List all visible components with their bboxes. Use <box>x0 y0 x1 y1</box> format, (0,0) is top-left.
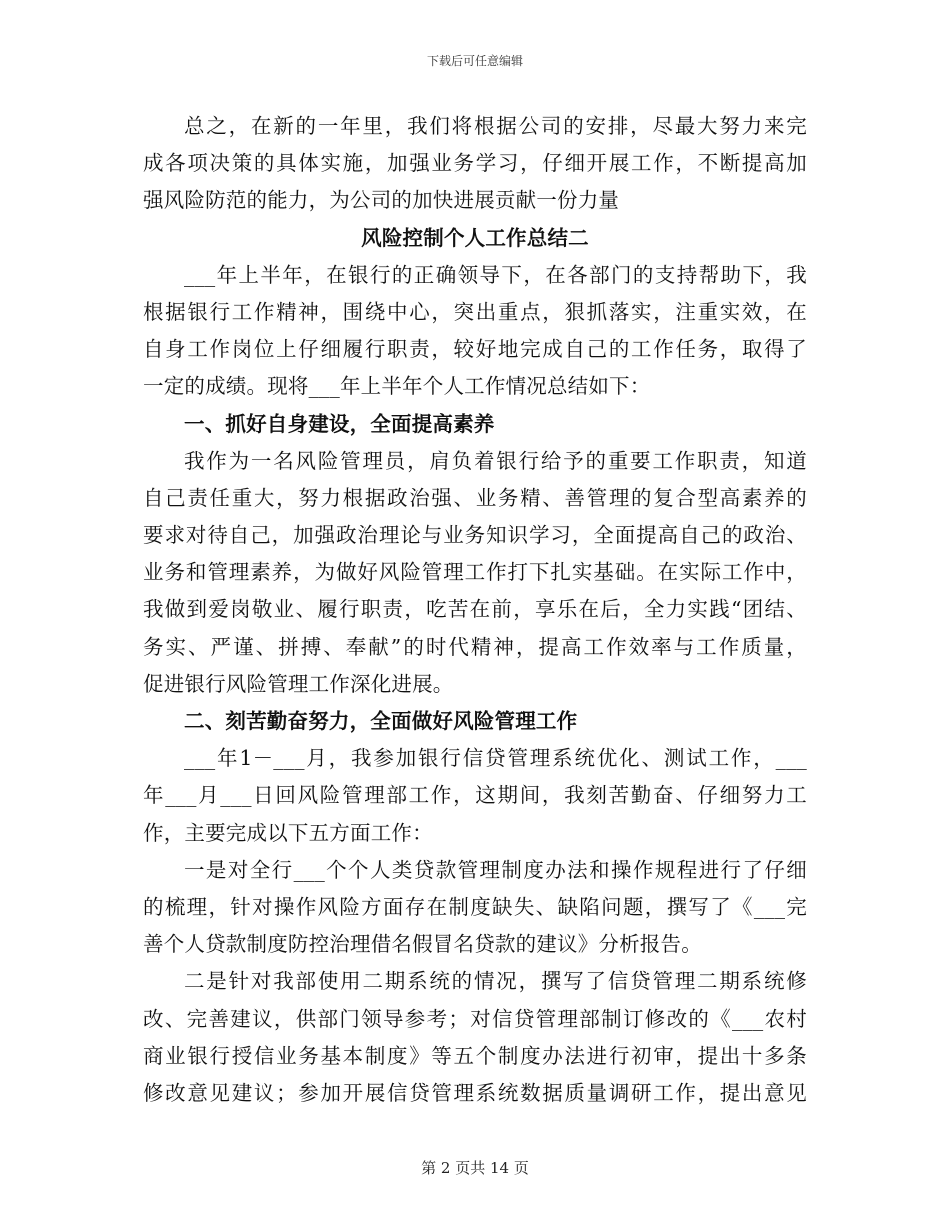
body-text-line: 作，主要完成以下五方面工作： <box>143 820 433 845</box>
body-text-line: 二是针对我部使用二期系统的情况，撰写了信贷管理二期系统修 <box>184 969 807 994</box>
body-text-line: ___年1－___月，我参加银行信贷管理系统优化、测试工作，___ <box>184 746 807 771</box>
body-text-line: 要求对待自己，加强政治理论与业务知识学习，全面提高自己的政治、 <box>143 523 807 548</box>
section-heading: 一、抓好自身建设，全面提高素养 <box>184 411 495 436</box>
body-text-line: 促进银行风险管理工作深化进展。 <box>143 671 454 696</box>
body-text-line: 根据银行工作精神，围绕中心，突出重点，狠抓落实，注重实效，在 <box>143 299 807 324</box>
body-text-line: 总之，在新的一年里，我们将根据公司的安排，尽最大努力来完 <box>184 114 807 138</box>
section-heading: 二、刻苦勤奋努力，全面做好风险管理工作 <box>184 709 578 733</box>
body-text-line: 改、完善建议，供部门领导参考；对信贷管理部制订修改的《___农村 <box>143 1006 807 1031</box>
body-text-line: 一是对全行___个个人类贷款管理制度办法和操作规程进行了仔细 <box>184 857 807 882</box>
body-text-line: 我做到爱岗敬业、履行职责，吃苦在前，享乐在后，全力实践“团结、 <box>143 597 807 622</box>
document-body <box>143 108 807 1112</box>
body-text-line: 善个人贷款制度防控治理借名假冒名贷款的建议》分析报告。 <box>143 932 702 957</box>
body-text-line: 强风险防范的能力，为公司的加快进展贡献一份力量 <box>143 188 620 213</box>
body-text-line: 我作为一名风险管理员，肩负着银行给予的重要工作职责，知道 <box>184 448 807 473</box>
page-header: 下载后可任意编辑 <box>426 54 523 68</box>
body-text-line: 业务和管理素养，为做好风险管理工作打下扎实基础。在实际工作中， <box>143 560 807 585</box>
body-text-line: 的梳理，针对操作风险方面存在制度缺失、缺陷问题，撰写了《___完 <box>143 894 807 919</box>
body-text-line: 成各项决策的具体实施，加强业务学习，仔细开展工作，不断提高加 <box>143 151 807 176</box>
body-text-line: 年___月___日回风险管理部工作，这期间，我刻苦勤奋、仔细努力工 <box>143 783 807 808</box>
body-text-line: 自己责任重大，努力根据政治强、业务精、善管理的复合型高素养的 <box>143 485 807 510</box>
body-text-line: 商业银行授信业务基本制度》等五个制度办法进行初审，提出十多条 <box>143 1043 807 1068</box>
body-text-line: 务实、严谨、拼搏、奉献”的时代精神，提高工作效率与工作质量， <box>143 634 807 659</box>
body-text-line: 自身工作岗位上仔细履行职责，较好地完成自己的工作任务，取得了 <box>143 337 807 362</box>
body-text-line: 一定的成绩。现将___年上半年个人工作情况总结如下： <box>143 374 651 399</box>
body-text-line: ___年上半年，在银行的正确领导下，在各部门的支持帮助下，我 <box>184 262 807 287</box>
section-title: 风险控制个人工作总结二 <box>361 225 589 250</box>
page-footer: 第 2 页共 14 页 <box>421 1159 529 1177</box>
body-text-line: 修改意见建议；参加开展信贷管理系统数据质量调研工作，提出意见 <box>143 1080 807 1105</box>
